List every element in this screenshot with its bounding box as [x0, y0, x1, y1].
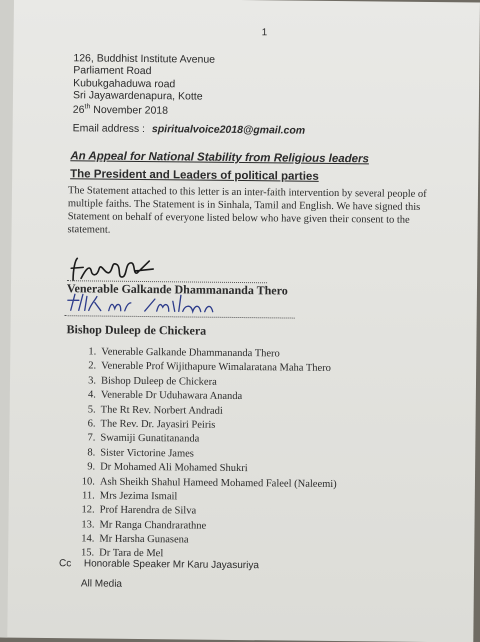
list-item-number: 10. — [81, 475, 96, 488]
list-item-name: Venerable Prof Wijithapure Wimalaratana Maha Thero — [101, 360, 331, 375]
signatory-1-name: Venerable Galkande Dhammananda Thero — [66, 281, 288, 298]
list-item-number: 3. — [88, 375, 97, 387]
list-item-number: 11. — [81, 490, 95, 502]
page-number: 1 — [261, 27, 268, 39]
signatory-2-name: Bishop Duleep de Chickera — [66, 322, 207, 338]
list-item-number: 15. — [81, 547, 95, 559]
address-line: Sri Jayawardenapura, Kotte — [72, 89, 203, 103]
appeal-title: An Appeal for National Stability from Religious leaders — [70, 150, 370, 166]
list-item-number: 12. — [81, 504, 95, 516]
signers-list — [76, 345, 338, 564]
all-media: All Media — [80, 578, 123, 590]
date-suffix: th — [84, 103, 91, 111]
list-item-number: 1. — [88, 346, 97, 358]
address-line: 126, Buddhist Institute Avenue — [73, 52, 216, 66]
list-item-number: 2. — [88, 360, 97, 372]
list-item-name: Ash Sheikh Shahul Hameed Mohamed Faleel (Naleemi) — [99, 476, 337, 490]
date-rest: November 2018 — [90, 104, 169, 117]
address-line: Kubukgahaduwa road — [73, 76, 176, 90]
list-item-number: 8. — [87, 447, 96, 459]
cc-value: Honorable Speaker Mr Karu Jayasuriya — [83, 558, 260, 572]
list-item-name: The Rt Rev. Norbert Andradi — [100, 404, 223, 417]
cc-line — [59, 558, 259, 571]
list-item-name: The Rev. Dr. Jayasiri Peiris — [100, 418, 216, 431]
list-item-number: 13. — [81, 519, 95, 531]
letter-date — [73, 101, 215, 117]
body-paragraph: The Statement attached to this letter is an inter-faith intervention by several people of multiple faiths. The Statement is in Sinhala, Tamil and English. We have signed this Statement on behalf of everyone listed below who have given their consent to the statement. — [67, 185, 427, 236]
list-item-number: 4. — [87, 389, 96, 401]
list-item-name: Venerable Galkande Dhammananda Thero — [101, 346, 280, 360]
date-day: 26 — [72, 103, 85, 117]
page-edge — [0, 0, 14, 638]
list-item-name: Sister Victorine James — [100, 447, 194, 460]
cc-label: Cc — [59, 558, 72, 570]
list-item-name: Swamiji Gunatitananda — [100, 432, 200, 445]
list-item-number: 6. — [87, 418, 96, 430]
email-line — [73, 122, 306, 136]
recipient-line: The President and Leaders of political parties — [70, 168, 319, 183]
list-item-name: Mr Ranga Chandrarathne — [99, 519, 207, 532]
list-item-name: Mrs Jezima Ismail — [99, 490, 178, 503]
list-item-name: Dr Tara de Mel — [99, 548, 164, 560]
email-address: spiritualvoice2018@gmail.com — [151, 123, 306, 137]
list-item-name: Venerable Dr Uduhawara Ananda — [100, 389, 243, 403]
list-item-name: Prof Harendra de Silva — [99, 504, 197, 517]
list-item-name: Dr Mohamed Ali Mohamed Shukri — [100, 461, 248, 475]
list-item-name: Mr Harsha Gunasena — [99, 533, 189, 546]
list-item-number: 5. — [87, 403, 96, 416]
list-item-number: 9. — [87, 461, 96, 473]
address-line: Parliament Road — [73, 64, 152, 78]
sender-address — [73, 52, 215, 117]
list-item-number: 7. — [87, 432, 96, 444]
email-label: Email address : — [72, 122, 146, 136]
list-item-name: Bishop Duleep de Chickera — [100, 375, 217, 388]
list-item-number: 14. — [81, 533, 95, 545]
